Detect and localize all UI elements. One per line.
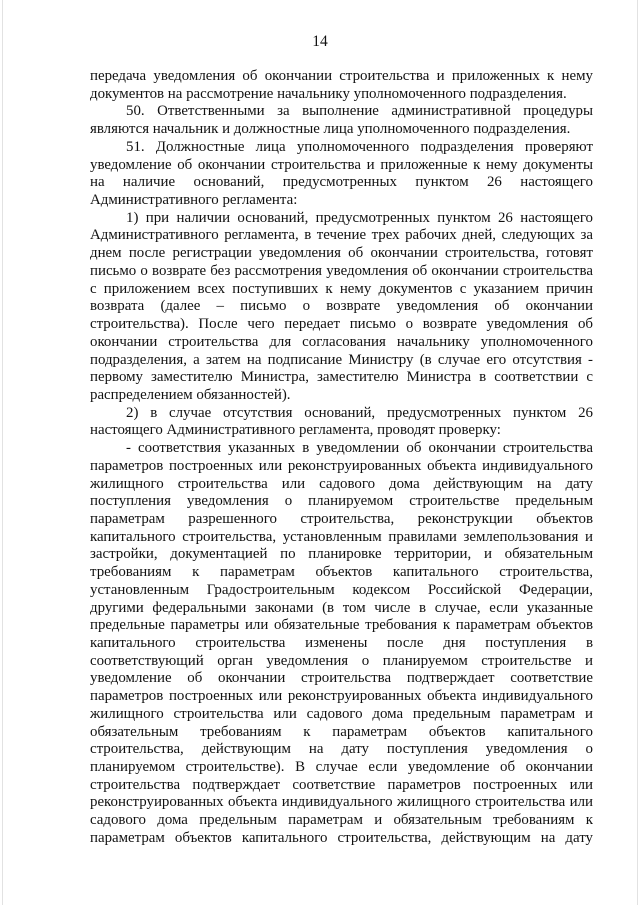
text-line: передача уведомления об окончании строительства и приложенных к нему [90,68,593,84]
text-line: строительства, действующим на дату поступления уведомления о [90,741,593,758]
text-line: первому заместителю Министра, заместителю Министра в соответствии с [90,369,593,386]
text-line: установленным Градостроительным кодексом Российской Федерации, [90,581,593,598]
text-line: 50. Ответственными за выполнение административной процедуры [126,103,593,120]
text-line: 1) при наличии оснований, предусмотренных пунктом 26 настоящего [126,209,593,226]
text-line: параметров построенных или реконструированных объекта индивидуального [90,688,593,705]
text-line: окончании строительства для согласования начальнику уполномоченного [90,333,593,350]
text-line: уведомление об окончании строительства подтверждает соответствие [90,670,593,687]
text-line: жилищного строительства или садового дома действующим на дату [90,475,593,492]
text-line: 2) в случае отсутствия оснований, предусмотренных пунктом 26 [126,404,593,421]
text-line: являются начальник и должностные лица уполномоченного подразделения. [90,121,571,138]
text-line: параметрам объектов капитального строительства, действующим на дату [90,829,593,846]
text-line: требованиям к параметрам объектов капитального строительства, [90,564,593,581]
text-line: строительства подтверждает соответствие параметров построенных или [90,776,593,793]
text-line: планируемом строительстве). В случае если уведомление об окончании [90,759,593,776]
text-line: поступления уведомления о планируемом строительстве предельным [90,493,593,510]
text-line: предельные параметры или обязательные требования к параметрам объектов [90,617,593,634]
text-line: подразделения, а затем на подписание Министру (в случае его отсутствия - [90,351,593,368]
text-line: Административного регламента, в течение трех рабочих дней, следующих за [90,227,593,244]
text-line: с приложением всех поступивших к нему документов с указанием причин [90,280,593,297]
page-edge-right [637,0,638,905]
text-line: соответствующий орган уведомления о планируемом строительстве и [90,652,593,669]
page-edge-left [2,0,3,905]
text-line: уведомление об окончании строительства и приложенные к нему документы [90,156,593,173]
text-line: возврата (далее – письмо о возврате уведомления об окончании [90,298,593,315]
text-line: другими федеральными законами (в том числе в случае, если указанные [90,599,593,616]
document-body [90,68,593,848]
text-line: настоящего Административного регламента, проводят проверку: [90,422,501,439]
text-line: застройки, документацией по планировке территории, и обязательным [90,546,593,563]
text-line: распределением обязанностей). [90,386,291,403]
text-line: параметрам разрешенного строительства, реконструкции объектов [90,510,593,527]
text-line: 51. Должностные лица уполномоченного подразделения проверяют [126,138,593,155]
text-line: капитального строительства, установленным правилами землепользования и [90,528,593,545]
text-line: на наличие оснований, предусмотренных пунктом 26 настоящего [90,174,593,191]
text-line: Административного регламента: [90,192,298,209]
text-line: - соответствия указанных в уведомлении об окончании строительства [126,440,593,457]
text-line: обязательным требованиям к параметрам объектов капитального [90,723,593,740]
text-line: строительства). После чего передает письмо о возврате уведомления об [90,316,593,333]
text-line: днем после регистрации уведомления об окончании строительства, готовят [90,245,593,262]
page-number: 14 [312,33,328,50]
text-line: параметров построенных или реконструированных объекта индивидуального [90,457,593,474]
text-line: реконструированных объекта индивидуального жилищного строительства или [90,794,593,811]
text-line: садового дома предельным параметрам и обязательным требованиям к [90,812,593,829]
text-line: капитального строительства изменены после дня поступления в [90,635,593,651]
text-line: жилищного строительства или садового дома предельным параметрам и [90,705,593,722]
text-line: письмо о возврате без рассмотрения уведомления об окончании строительства [90,262,593,279]
text-line: документов на рассмотрение начальнику уполномоченного подразделения. [90,85,567,102]
